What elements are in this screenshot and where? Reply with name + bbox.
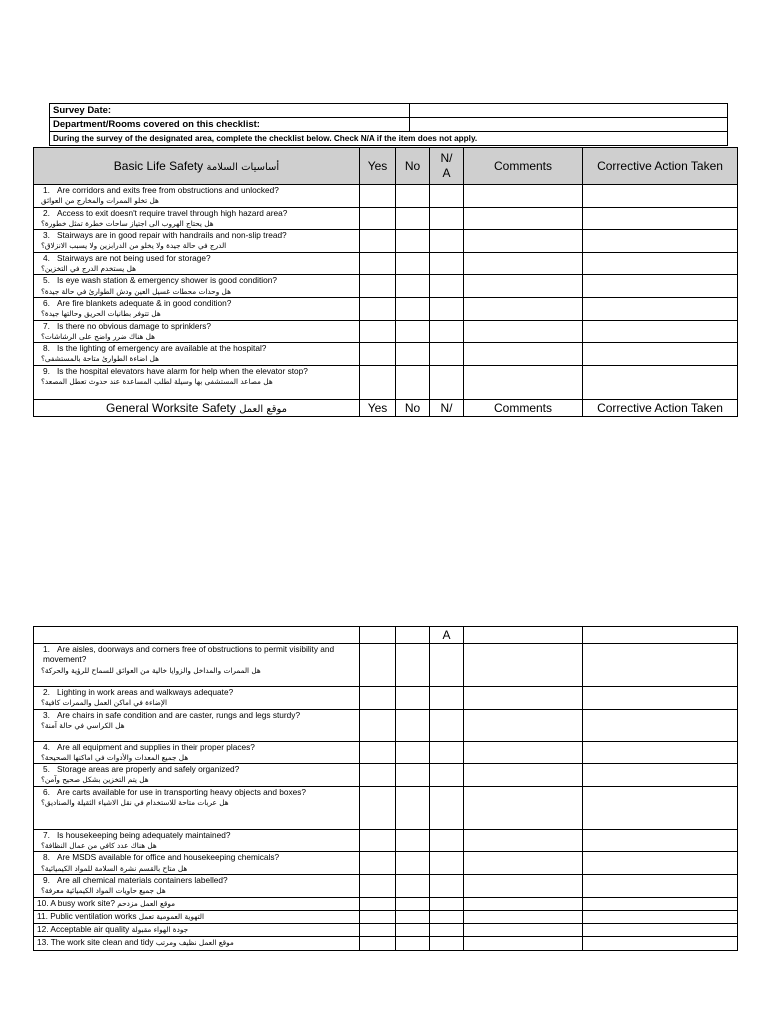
corrective-action-cell[interactable] xyxy=(583,365,738,399)
yes-checkbox[interactable] xyxy=(360,320,396,343)
basic-header-row xyxy=(34,148,738,185)
na-checkbox[interactable] xyxy=(430,644,464,687)
corrective-action-cell[interactable] xyxy=(583,297,738,320)
na-checkbox[interactable] xyxy=(430,185,464,208)
checklist-question xyxy=(34,764,360,787)
corrective-action-cell[interactable] xyxy=(583,897,738,910)
continued-header-row xyxy=(34,627,738,644)
corrective-action-cell[interactable] xyxy=(583,252,738,275)
corrective-action-cell[interactable] xyxy=(583,687,738,710)
checklist-question xyxy=(34,275,360,298)
yes-checkbox[interactable] xyxy=(360,644,396,687)
comments-cell[interactable] xyxy=(464,320,583,343)
basic-section-title xyxy=(34,148,360,185)
no-checkbox[interactable] xyxy=(396,644,430,687)
yes-checkbox[interactable] xyxy=(360,297,396,320)
no-checkbox[interactable] xyxy=(396,897,430,910)
item-number: 5. xyxy=(43,764,50,775)
item-text-en: Public ventilation works xyxy=(50,910,137,921)
checklist-question xyxy=(34,910,360,923)
item-number: 2. xyxy=(43,687,50,697)
yes-checkbox[interactable] xyxy=(360,897,396,910)
na-checkbox[interactable] xyxy=(430,230,464,253)
no-checkbox[interactable] xyxy=(396,874,430,897)
department-row xyxy=(50,118,728,132)
na-checkbox[interactable] xyxy=(430,207,464,230)
item-text-ar: موقع العمل نظيف ومرتب xyxy=(155,937,234,947)
item-text-ar: هل عربات متاحة للاستخدام في نقل الاشياء الثقيلة والصناديق؟ xyxy=(41,798,229,808)
department-field[interactable] xyxy=(410,118,728,132)
item-text-en: Is there no obvious damage to sprinklers? xyxy=(57,320,212,331)
item-text-en: Are aisles, doorways and corners free of obstructions to permit visibility and movement? xyxy=(43,644,335,665)
item-text-ar: هل مصاعد المستشفى بها وسيلة لطلب المساعدة عند حدوث تعطل المصعد؟ xyxy=(41,377,273,387)
col-na-continued: A xyxy=(430,627,464,644)
comments-cell[interactable] xyxy=(464,709,583,741)
no-checkbox[interactable] xyxy=(396,852,430,875)
item-text-ar: هل تخلو الممرات والمخارج من العوائق xyxy=(41,196,159,206)
corrective-action-cell[interactable] xyxy=(583,786,738,829)
item-number: 8. xyxy=(43,343,50,354)
item-text-en: Are all equipment and supplies in their proper places? xyxy=(57,741,255,752)
yes-checkbox[interactable] xyxy=(360,687,396,710)
survey-date-field[interactable] xyxy=(410,104,728,118)
yes-checkbox[interactable] xyxy=(360,923,396,936)
checklist-question xyxy=(34,852,360,875)
no-checkbox[interactable] xyxy=(396,910,430,923)
checklist-row xyxy=(34,343,738,366)
checklist-question xyxy=(34,741,360,764)
yes-checkbox[interactable] xyxy=(360,874,396,897)
corrective-action-cell[interactable] xyxy=(583,207,738,230)
item-number: 1. xyxy=(43,185,50,195)
checklist-question xyxy=(34,207,360,230)
comments-cell[interactable] xyxy=(464,897,583,910)
item-text-en: Stairways are not being used for storage? xyxy=(57,252,211,263)
checklist-question xyxy=(34,829,360,852)
na-checkbox[interactable] xyxy=(430,874,464,897)
item-number: 7. xyxy=(43,829,50,840)
checklist-row xyxy=(34,687,738,710)
corrective-action-cell[interactable] xyxy=(583,936,738,950)
checklist-question xyxy=(34,897,360,910)
na-checkbox[interactable] xyxy=(430,320,464,343)
basic-items xyxy=(34,185,738,400)
checklist-question xyxy=(34,252,360,275)
checklist-row xyxy=(34,874,738,897)
no-checkbox[interactable] xyxy=(396,297,430,320)
comments-cell[interactable] xyxy=(464,365,583,399)
yes-checkbox[interactable] xyxy=(360,230,396,253)
no-checkbox[interactable] xyxy=(396,365,430,399)
na-checkbox[interactable] xyxy=(430,923,464,936)
comments-cell[interactable] xyxy=(464,936,583,950)
no-checkbox[interactable] xyxy=(396,343,430,366)
no-checkbox[interactable] xyxy=(396,764,430,787)
checklist-row xyxy=(34,910,738,923)
basic-life-safety-table xyxy=(33,147,738,417)
general-col-na: N/ xyxy=(430,399,464,416)
item-text-en: Acceptable air quality xyxy=(50,923,130,934)
no-checkbox[interactable] xyxy=(396,207,430,230)
checklist-question xyxy=(34,365,360,399)
item-text-en: A busy work site? xyxy=(50,897,115,908)
checklist-row xyxy=(34,644,738,687)
item-number: 5. xyxy=(43,275,50,286)
checklist-row xyxy=(34,275,738,298)
comments-cell[interactable] xyxy=(464,874,583,897)
item-text-ar: الدرج في حالة جيدة ولا يخلو من الدرابزين ولا يسبب الانزلاق؟ xyxy=(41,241,227,251)
item-number: 2. xyxy=(43,207,50,218)
general-title-ar: موقع العمل xyxy=(239,403,287,415)
general-section-title xyxy=(34,399,360,416)
item-text-ar: هل جميع المعدات والأدوات في اماكنها الصحيحة؟ xyxy=(41,752,189,762)
item-number: 7. xyxy=(43,320,50,331)
checklist-row xyxy=(34,709,738,741)
survey-date-row xyxy=(50,104,728,118)
no-checkbox[interactable] xyxy=(396,709,430,741)
comments-cell[interactable] xyxy=(464,786,583,829)
yes-checkbox[interactable] xyxy=(360,709,396,741)
survey-info-table xyxy=(49,103,728,146)
yes-checkbox[interactable] xyxy=(360,764,396,787)
checklist-row xyxy=(34,897,738,910)
item-number: 13. xyxy=(37,936,49,947)
item-text-en: Stairways are in good repair with handrails and non-slip tread? xyxy=(57,230,287,241)
item-text-ar: هل الكراسي في حالة آمنة؟ xyxy=(41,720,125,730)
item-text-ar: هل الممرات والمداخل والزوايا خالية من العوائق للسماح للرؤية والحركة؟ xyxy=(41,665,261,675)
yes-checkbox[interactable] xyxy=(360,343,396,366)
corrective-action-cell[interactable] xyxy=(583,230,738,253)
checklist-row xyxy=(34,230,738,253)
item-text-ar: التهوية العمومية تعمل xyxy=(138,911,205,921)
general-header-row xyxy=(34,399,738,416)
item-number: 6. xyxy=(43,786,50,797)
item-text-en: Are carts available for use in transporting heavy objects and boxes? xyxy=(57,786,307,797)
item-text-en: Are all chemical materials containers labelled? xyxy=(57,874,228,885)
col-no: No xyxy=(396,148,430,185)
item-text-en: Are fire blankets adequate & in good condition? xyxy=(57,297,232,308)
item-text-ar: هل وحدات محطات غسيل العين ودش الطوارئ في حالة جيدة؟ xyxy=(41,286,231,296)
item-text-en: Are chairs in safe condition and are caster, rungs and legs sturdy? xyxy=(57,709,301,720)
col-comments: Comments xyxy=(464,148,583,185)
checklist-row xyxy=(34,365,738,399)
item-text-ar: موقع العمل مزدحم xyxy=(117,898,176,908)
checklist-question xyxy=(34,936,360,950)
item-number: 4. xyxy=(43,741,50,752)
checklist-row xyxy=(34,829,738,852)
na-checkbox[interactable] xyxy=(430,343,464,366)
corrective-action-cell[interactable] xyxy=(583,709,738,741)
corrective-action-cell[interactable] xyxy=(583,343,738,366)
corrective-action-cell[interactable] xyxy=(583,874,738,897)
na-checkbox[interactable] xyxy=(430,936,464,950)
basic-title-en: Basic Life Safety xyxy=(113,159,204,173)
yes-checkbox[interactable] xyxy=(360,936,396,950)
comments-cell[interactable] xyxy=(464,910,583,923)
item-number: 1. xyxy=(43,644,50,654)
corrective-action-cell[interactable] xyxy=(583,764,738,787)
checklist-question xyxy=(34,687,360,710)
item-text-ar: هل يحتاج الهروب الى اجتياز ساحات خطرة تمثل خطورة؟ xyxy=(41,218,214,228)
comments-cell[interactable] xyxy=(464,275,583,298)
item-number: 10. xyxy=(37,897,49,908)
general-col-no: No xyxy=(396,399,430,416)
checklist-row xyxy=(34,297,738,320)
item-text-en: Is housekeeping being adequately maintained? xyxy=(57,829,231,840)
survey-date-label: Survey Date: xyxy=(50,104,410,118)
yes-checkbox[interactable] xyxy=(360,786,396,829)
col-corrective-action: Corrective Action Taken xyxy=(583,148,738,185)
item-number: 11. xyxy=(37,910,48,921)
comments-cell[interactable] xyxy=(464,923,583,936)
checklist-question xyxy=(34,644,360,687)
corrective-action-cell[interactable] xyxy=(583,923,738,936)
item-number: 4. xyxy=(43,252,50,263)
corrective-action-cell[interactable] xyxy=(583,829,738,852)
comments-cell[interactable] xyxy=(464,829,583,852)
corrective-action-cell[interactable] xyxy=(583,185,738,208)
checklist-row xyxy=(34,936,738,950)
checklist-question xyxy=(34,874,360,897)
item-text-en: Is the lighting of emergency are available at the hospital? xyxy=(57,343,267,354)
item-text-ar: هل يتم التخزين بشكل صحيح وآمن؟ xyxy=(41,775,149,785)
checklist-question xyxy=(34,709,360,741)
yes-checkbox[interactable] xyxy=(360,252,396,275)
checklist-row xyxy=(34,207,738,230)
item-text-en: Are corridors and exits free from obstructions and unlocked? xyxy=(57,185,279,195)
na-checkbox[interactable] xyxy=(430,365,464,399)
general-col-corrective-action: Corrective Action Taken xyxy=(583,399,738,416)
comments-cell[interactable] xyxy=(464,741,583,764)
yes-checkbox[interactable] xyxy=(360,829,396,852)
na-checkbox[interactable] xyxy=(430,709,464,741)
na-checkbox[interactable] xyxy=(430,297,464,320)
checklist-row xyxy=(34,923,738,936)
general-worksite-safety-table xyxy=(33,626,738,951)
general-title-en: General Worksite Safety xyxy=(106,400,236,415)
instructions-text: During the survey of the designated area, complete the checklist below. Check N/A if the item does not apply. xyxy=(50,132,728,146)
item-text-en: The work site clean and tidy xyxy=(50,936,154,947)
general-col-comments: Comments xyxy=(464,399,583,416)
checklist-row xyxy=(34,185,738,208)
checklist-row xyxy=(34,786,738,829)
no-checkbox[interactable] xyxy=(396,320,430,343)
na-checkbox[interactable] xyxy=(430,829,464,852)
no-checkbox[interactable] xyxy=(396,786,430,829)
checklist-row xyxy=(34,852,738,875)
department-label: Department/Rooms covered on this checklist: xyxy=(50,118,410,132)
item-number: 3. xyxy=(43,709,50,720)
comments-cell[interactable] xyxy=(464,230,583,253)
item-text-en: Access to exit doesn't require travel through high hazard area? xyxy=(57,207,288,218)
checklist-question xyxy=(34,297,360,320)
item-number: 6. xyxy=(43,297,50,308)
na-checkbox[interactable] xyxy=(430,764,464,787)
item-text-en: Is the hospital elevators have alarm for help when the elevator stop? xyxy=(57,365,308,376)
checklist-question xyxy=(34,343,360,366)
checklist-question xyxy=(34,923,360,936)
no-checkbox[interactable] xyxy=(396,185,430,208)
item-text-ar: هل هناك عدد كافي من عمال النظافة؟ xyxy=(41,841,157,851)
item-text-ar: هل اضاءة الطوارئ متاحة بالمستشفى؟ xyxy=(41,354,159,364)
comments-cell[interactable] xyxy=(464,687,583,710)
no-checkbox[interactable] xyxy=(396,275,430,298)
comments-cell[interactable] xyxy=(464,185,583,208)
yes-checkbox[interactable] xyxy=(360,910,396,923)
corrective-action-cell[interactable] xyxy=(583,741,738,764)
comments-cell[interactable] xyxy=(464,644,583,687)
na-checkbox[interactable] xyxy=(430,687,464,710)
yes-checkbox[interactable] xyxy=(360,207,396,230)
comments-cell[interactable] xyxy=(464,207,583,230)
comments-cell[interactable] xyxy=(464,764,583,787)
yes-checkbox[interactable] xyxy=(360,741,396,764)
item-text-en: Lighting in work areas and walkways adequate? xyxy=(57,687,234,697)
item-text-ar: هل هناك ضرر واضح على الرشاشات؟ xyxy=(41,331,156,341)
col-na: N/ A xyxy=(430,148,464,185)
corrective-action-cell[interactable] xyxy=(583,852,738,875)
general-col-yes: Yes xyxy=(360,399,396,416)
no-checkbox[interactable] xyxy=(396,936,430,950)
item-text-ar: هل تتوفر بطانيات الحريق وحالتها جيدة؟ xyxy=(41,309,161,319)
item-text-ar: جودة الهواء مقبولة xyxy=(131,924,189,934)
checklist-row xyxy=(34,764,738,787)
checklist-row xyxy=(34,320,738,343)
corrective-action-cell[interactable] xyxy=(583,320,738,343)
yes-checkbox[interactable] xyxy=(360,185,396,208)
instructions-row xyxy=(50,132,728,146)
na-checkbox[interactable] xyxy=(430,252,464,275)
general-items xyxy=(34,644,738,951)
yes-checkbox[interactable] xyxy=(360,275,396,298)
item-text-en: Are MSDS available for office and housekeeping chemicals? xyxy=(57,852,280,863)
item-text-en: Storage areas are properly and safely organized? xyxy=(57,764,240,775)
basic-title-ar: أساسيات السلامة xyxy=(206,162,280,173)
checklist-question xyxy=(34,185,360,208)
item-number: 3. xyxy=(43,230,50,241)
no-checkbox[interactable] xyxy=(396,923,430,936)
no-checkbox[interactable] xyxy=(396,230,430,253)
comments-cell[interactable] xyxy=(464,343,583,366)
na-checkbox[interactable] xyxy=(430,897,464,910)
item-number: 9. xyxy=(43,365,50,376)
no-checkbox[interactable] xyxy=(396,687,430,710)
na-checkbox[interactable] xyxy=(430,910,464,923)
no-checkbox[interactable] xyxy=(396,829,430,852)
no-checkbox[interactable] xyxy=(396,741,430,764)
yes-checkbox[interactable] xyxy=(360,365,396,399)
corrective-action-cell[interactable] xyxy=(583,644,738,687)
checklist-row xyxy=(34,252,738,275)
comments-cell[interactable] xyxy=(464,252,583,275)
item-number: 12. xyxy=(37,923,49,934)
no-checkbox[interactable] xyxy=(396,252,430,275)
checklist-question xyxy=(34,320,360,343)
na-checkbox[interactable] xyxy=(430,786,464,829)
item-number: 9. xyxy=(43,874,50,885)
item-text-ar: الإضاءة في اماكن العمل والممرات كافية؟ xyxy=(41,698,168,708)
na-checkbox[interactable] xyxy=(430,741,464,764)
item-text-en: Is eye wash station & emergency shower is good condition? xyxy=(57,275,277,286)
item-number: 8. xyxy=(43,852,50,863)
checklist-question xyxy=(34,230,360,253)
item-text-ar: هل متاح بالقسم نشرة السلامة للمواد الكيميائية؟ xyxy=(41,863,188,873)
corrective-action-cell[interactable] xyxy=(583,275,738,298)
checklist-question xyxy=(34,786,360,829)
corrective-action-cell[interactable] xyxy=(583,910,738,923)
item-text-ar: هل جميع حاويات المواد الكيميائية معرفة؟ xyxy=(41,886,166,896)
na-checkbox[interactable] xyxy=(430,852,464,875)
col-yes: Yes xyxy=(360,148,396,185)
item-text-ar: هل يستخدم الدرج في التخزين؟ xyxy=(41,264,136,274)
checklist-row xyxy=(34,741,738,764)
comments-cell[interactable] xyxy=(464,297,583,320)
na-checkbox[interactable] xyxy=(430,275,464,298)
yes-checkbox[interactable] xyxy=(360,852,396,875)
comments-cell[interactable] xyxy=(464,852,583,875)
